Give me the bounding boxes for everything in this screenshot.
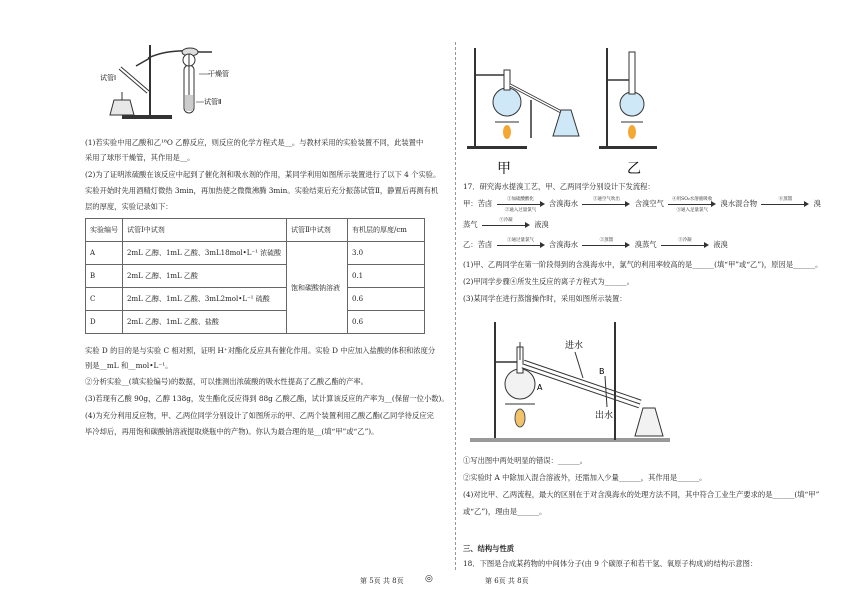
table-cell-tube2-reagent: 饱和碳酸钠溶液: [287, 242, 348, 334]
flow-node: 溴蒸气: [634, 240, 657, 249]
table-header-row: [86, 219, 425, 242]
jia-yi-apparatus-figure: [467, 40, 697, 178]
table-cell-id: C: [86, 288, 123, 311]
question-2-d-cont: 别是__mL 和__mol•L⁻¹。: [85, 361, 173, 370]
question-2-analysis: ②分析实验__(填实验编号)的数据，可以推测出浓硫酸的吸水性提高了乙酸乙酯的产率。: [85, 377, 368, 386]
dist-label-in: 进水: [565, 341, 584, 351]
flow-node: 含溴海水: [548, 240, 579, 249]
question-2-d: 实验 D 的目的是与实验 C 相对照，证明 H⁺对酯化反应具有催化作用。实验 D 中应加入盐酸的体积和浓度分: [85, 346, 436, 355]
flow-jia: [463, 197, 821, 213]
question-2-cont2: 层的厚度，实验记录如下：: [85, 202, 173, 211]
dist-label-out: 出水: [595, 411, 614, 421]
question-17-3: (3)某同学在进行蒸馏操作时，采用如图所示装置：: [463, 294, 627, 303]
flow-arrow: ①加硫酸酸化 ②通入过量氯气: [497, 200, 545, 208]
fig-label-jia: 甲: [497, 161, 511, 177]
table-row: [86, 311, 425, 334]
table-header: 试管Ⅰ中试剂: [123, 219, 287, 242]
question-4: (4)为充分利用反应物，甲、乙两位同学分别设计了如图所示的甲、乙两个装置利用乙酸乙酯(乙同学待反应完: [85, 411, 434, 420]
table-cell-reagent: 2mL 乙醇、1mL 乙酸、3mL2mol•L⁻¹ 硫酸: [123, 288, 287, 311]
question-18: 18．下图是合成某药物的中间体分子(由 9 个碳原子和若干氢、氧原子构成)的结构示意图：: [463, 559, 758, 568]
flow-node: 含溴海水: [548, 199, 579, 208]
table-cell-id: B: [86, 265, 123, 288]
table-cell-thickness: 0.6: [348, 288, 425, 311]
question-2: (2)为了证明浓硫酸在该反应中起到了催化剂和吸水剂的作用，某同学利用如图所示装置进行了以下 4 个实验。: [85, 170, 441, 179]
flow-jia-prefix: 甲：苦卤: [463, 199, 493, 208]
flow-node: 溴: [813, 199, 821, 208]
table-row: [86, 288, 425, 311]
flow-arrow: ⑦冷凝: [482, 221, 530, 229]
question-1: (1)若实验中用乙酸和乙¹⁸O 乙醇反应，则反应的化学方程式是__。与教材采用的实验装置不同，此装置中: [85, 138, 424, 147]
section-heading: 三、结构与性质: [463, 544, 515, 553]
flow-node: 蒸气: [463, 220, 478, 229]
flow-arrow: ④用SO₂水溶液吸收 ⑤通入足量氯气: [668, 200, 716, 208]
table-row: [86, 242, 425, 265]
table-cell-reagent: 2mL 乙醇、1mL 乙酸、3mL18mol•L⁻¹ 浓硫酸: [123, 242, 287, 265]
dist-label-a: A: [537, 383, 543, 392]
table-header: 实验编号: [86, 219, 123, 242]
page-separator-icon: ◎: [425, 574, 433, 584]
question-17-4-cont: 或“乙”)，理由是______。: [463, 507, 547, 516]
question-17-2: (2)甲同学步骤④所发生反应的离子方程式为______。: [463, 277, 634, 286]
flow-arrow: ③通空气吹出: [582, 200, 630, 208]
distillation-apparatus-figure: [465, 312, 685, 446]
fig-label-yi: 乙: [627, 161, 641, 177]
flow-arrow: ②蒸馏: [582, 241, 630, 249]
fig-label-tube1: 试管Ⅰ: [100, 74, 117, 82]
right-page: [457, 0, 860, 608]
table-header: 有机层的厚度/cm: [348, 219, 425, 242]
flow-node: 溴水混合物: [720, 199, 758, 208]
flow-arrow: ⑥蒸馏: [761, 200, 809, 208]
question-1-cont: 采用了球形干燥管，其作用是__。: [85, 153, 195, 162]
experiment-table: [85, 218, 425, 334]
table-header: 试管Ⅱ中试剂: [287, 219, 348, 242]
question-17: 17．研究海水提溴工艺，甲、乙两同学分别设计下发流程：: [463, 182, 655, 191]
table-cell-id: D: [86, 311, 123, 334]
fig-label-dry-tube: 干燥管: [208, 70, 229, 78]
table-cell-thickness: 3.0: [348, 242, 425, 265]
dist-label-b: B: [599, 367, 605, 376]
table-cell-reagent: 2mL 乙醇、1mL 乙酸: [123, 265, 287, 288]
table-cell-thickness: 0.1: [348, 265, 425, 288]
flow-node: 液溴: [713, 240, 728, 249]
flow-yi: [463, 240, 728, 250]
question-17-3-b: ②实验时 A 中除加入混合溶液外，还需加入少量______，其作用是______。: [463, 473, 707, 482]
question-3: (3)若现有乙酸 90g，乙醇 138g，发生酯化反应得到 88g 乙酸乙酯，试计算该反应的产率为__(保留一位小数)。: [85, 394, 449, 403]
flow-node: 液溴: [534, 220, 549, 229]
question-4-cont: 毕冷却后，再用饱和碳酸钠溶液提取烧瓶中的产物)。你认为最合理的是__(填“甲”或“乙”)。: [85, 427, 379, 436]
question-17-3-a: ①写出图中两处明显的错误：______。: [463, 456, 588, 465]
table-cell-thickness: 0.6: [348, 311, 425, 334]
flow-jia-line2: [463, 220, 549, 230]
fig-label-tube2: 试管Ⅱ: [204, 98, 222, 106]
table-cell-id: A: [86, 242, 123, 265]
flow-node: 含溴空气: [634, 199, 664, 208]
table-row: [86, 265, 425, 288]
flow-arrow: ③冷凝: [661, 241, 709, 249]
page-footer-left: 第 5页 共 8页: [360, 577, 404, 585]
page-divider: [455, 42, 456, 570]
table-cell-reagent: 2mL 乙醇、1mL 乙酸、盐酸: [123, 311, 287, 334]
question-17-4: (4)对比甲、乙两流程，最大的区别在于对含溴海水的处理方法不同，其中符合工业生产要求的是______(填“甲”: [463, 490, 820, 499]
flow-arrow: ①通过量氯气: [497, 241, 545, 249]
esterification-apparatus-figure: [100, 40, 265, 122]
question-17-1: (1)甲、乙两同学在第一阶段得到的含溴海水中，氯气的利用率较高的是______(填“甲”或“乙”)，原因是______。: [463, 260, 823, 269]
flow-yi-prefix: 乙：苦卤: [463, 240, 493, 249]
question-2-cont: 实验开始时先用酒精灯微热 3min，再加热使之微微沸腾 3min。实验结束后充分振荡试管Ⅱ，静置后再测有机: [85, 186, 439, 195]
page-footer-right: 第 6页 共 8页: [485, 577, 529, 585]
